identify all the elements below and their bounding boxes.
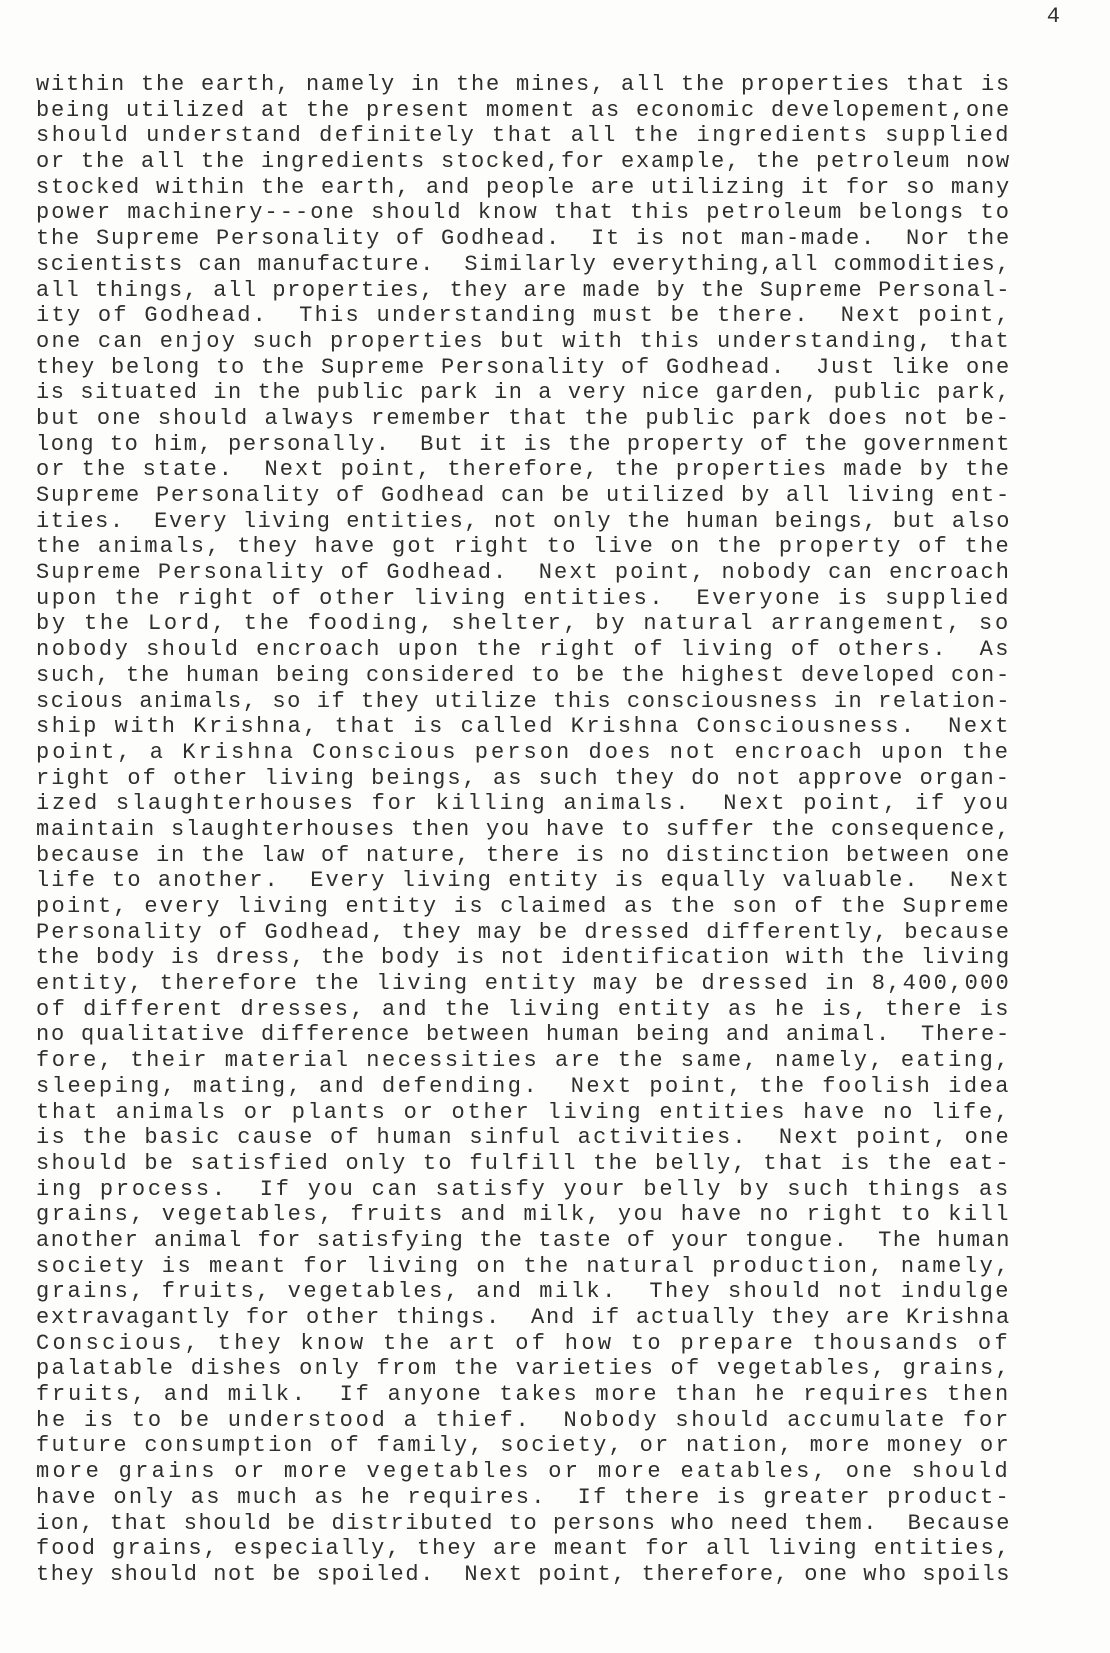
text-line: life to another. Every living entity is equally valuable. Next: [36, 868, 1011, 894]
text-line: or the state. Next point, therefore, the properties made by the: [36, 457, 1011, 483]
text-line: ion, that should be distributed to persons who need them. Because: [36, 1510, 1012, 1536]
text-line: extravagantly for other things. And if actually they are Krishna: [36, 1305, 1012, 1330]
text-line: Supreme Personality of Godhead. Next point, nobody can encroach: [36, 560, 1011, 586]
text-line: power machinery---one should know that this petroleum belongs to: [36, 200, 1011, 226]
text-line: fore, their material necessities are the same, namely, eating,: [36, 1048, 1012, 1074]
text-line: the body is dress, the body is not identification with the living: [36, 945, 1012, 971]
text-line: should understand definitely that all the ingredients supplied: [36, 123, 1012, 149]
text-line: right of other living beings, as such they do not approve organ-: [36, 765, 1011, 791]
text-line: because in the law of nature, there is no distinction between one: [36, 842, 1012, 868]
text-line: point, every living entity is claimed as the son of the Supreme: [36, 894, 1011, 919]
text-line: ship with Krishna, that is called Krishna Consciousness. Next: [36, 714, 1012, 740]
text-line: food grains, especially, they are meant for all living entities,: [36, 1536, 1011, 1562]
text-line: ities. Every living entities, not only the human beings, but also: [36, 508, 1012, 534]
text-line: palatable dishes only from the varieties of vegetables, grains,: [36, 1356, 1011, 1382]
text-line: ized slaughterhouses for killing animals. Next point, if you: [36, 791, 1011, 817]
text-line: one can enjoy such properties but with this understanding, that: [36, 328, 1011, 354]
text-line: nobody should encroach upon the right of living of others. As: [36, 637, 1012, 663]
text-line: have only as much as he requires. If there is greater product-: [36, 1484, 1011, 1510]
text-line: grains, fruits, vegetables, and milk. They should not indulge: [36, 1279, 1012, 1305]
text-line: fruits, and milk. If anyone takes more than he requires then: [36, 1382, 1011, 1408]
text-line: he is to be understood a thief. Nobody should accumulate for: [36, 1407, 1011, 1433]
text-line: they should not be spoiled. Next point, therefore, one who spoils: [36, 1561, 1012, 1587]
text-line: upon the right of other living entities. Everyone is supplied: [36, 585, 1012, 611]
text-line: stocked within the earth, and people are utilizing it for so many: [36, 174, 1012, 200]
text-line: within the earth, namely in the mines, all the properties that is: [36, 72, 1012, 97]
text-line: they belong to the Supreme Personality of Godhead. Just like one: [36, 354, 1012, 380]
text-line: point, a Krishna Conscious person does not encroach upon the: [36, 739, 1012, 765]
text-line: or the all the ingredients stocked,for example, the petroleum now: [36, 149, 1012, 175]
text-line: by the Lord, the fooding, shelter, by natural arrangement, so: [36, 611, 1011, 637]
text-line: society is meant for living on the natural production, namely,: [36, 1253, 1012, 1279]
text-line: entity, therefore the living entity may be dressed in 8,400,000: [36, 971, 1011, 997]
text-line: sleeping, mating, and defending. Next point, the foolish idea: [36, 1073, 1012, 1099]
text-line: grains, vegetables, fruits and milk, you have no right to kill: [36, 1202, 1012, 1228]
text-line: is situated in the public park in a very nice garden, public park,: [36, 380, 1012, 406]
text-line: Supreme Personality of Godhead can be utilized by all living ent-: [36, 483, 1012, 508]
text-line: should be satisfied only to fulfill the belly, that is the eat-: [36, 1150, 1011, 1176]
text-line: the animals, they have got right to live on the property of the: [36, 534, 1011, 560]
text-line: another animal for satisfying the taste of your tongue. The human: [36, 1227, 1012, 1253]
text-line: Personality of Godhead, they may be dressed differently, because: [36, 919, 1011, 945]
text-line: Conscious, they know the art of how to prepare thousands of: [36, 1330, 1011, 1356]
text-line: being utilized at the present moment as economic developement,one: [36, 97, 1012, 123]
text-line: scious animals, so if they utilize this consciousness in relation-: [36, 688, 1012, 714]
text-line: is the basic cause of human sinful activities. Next point, one: [36, 1125, 1011, 1151]
text-line: no qualitative difference between human being and animal. There-: [36, 1022, 1012, 1048]
typescript-body: [36, 72, 1076, 1588]
text-line: long to him, personally. But it is the property of the government: [36, 431, 1012, 457]
text-line: such, the human being considered to be the highest developed con-: [36, 662, 1012, 688]
text-line: future consumption of family, society, or nation, more money or: [36, 1433, 1011, 1459]
text-line: the Supreme Personality of Godhead. It is not man-made. Nor the: [36, 226, 1012, 252]
text-line: scientists can manufacture. Similarly everything,all commodities,: [36, 251, 1012, 277]
text-line: but one should always remember that the public park does not be-: [36, 405, 1011, 431]
page-number: 4: [1046, 4, 1060, 29]
text-line: ity of Godhead. This understanding must be there. Next point,: [36, 303, 1011, 329]
text-line: of different dresses, and the living entity as he is, there is: [36, 996, 1012, 1022]
text-line: more grains or more vegetables or more eatables, one should: [36, 1459, 1011, 1485]
text-line: ing process. If you can satisfy your belly by such things as: [36, 1176, 1011, 1202]
text-line: maintain slaughterhouses then you have to suffer the consequence,: [36, 816, 1012, 842]
text-line: that animals or plants or other living entities have no life,: [36, 1099, 1011, 1125]
text-line: all things, all properties, they are made by the Supreme Personal-: [36, 277, 1012, 303]
